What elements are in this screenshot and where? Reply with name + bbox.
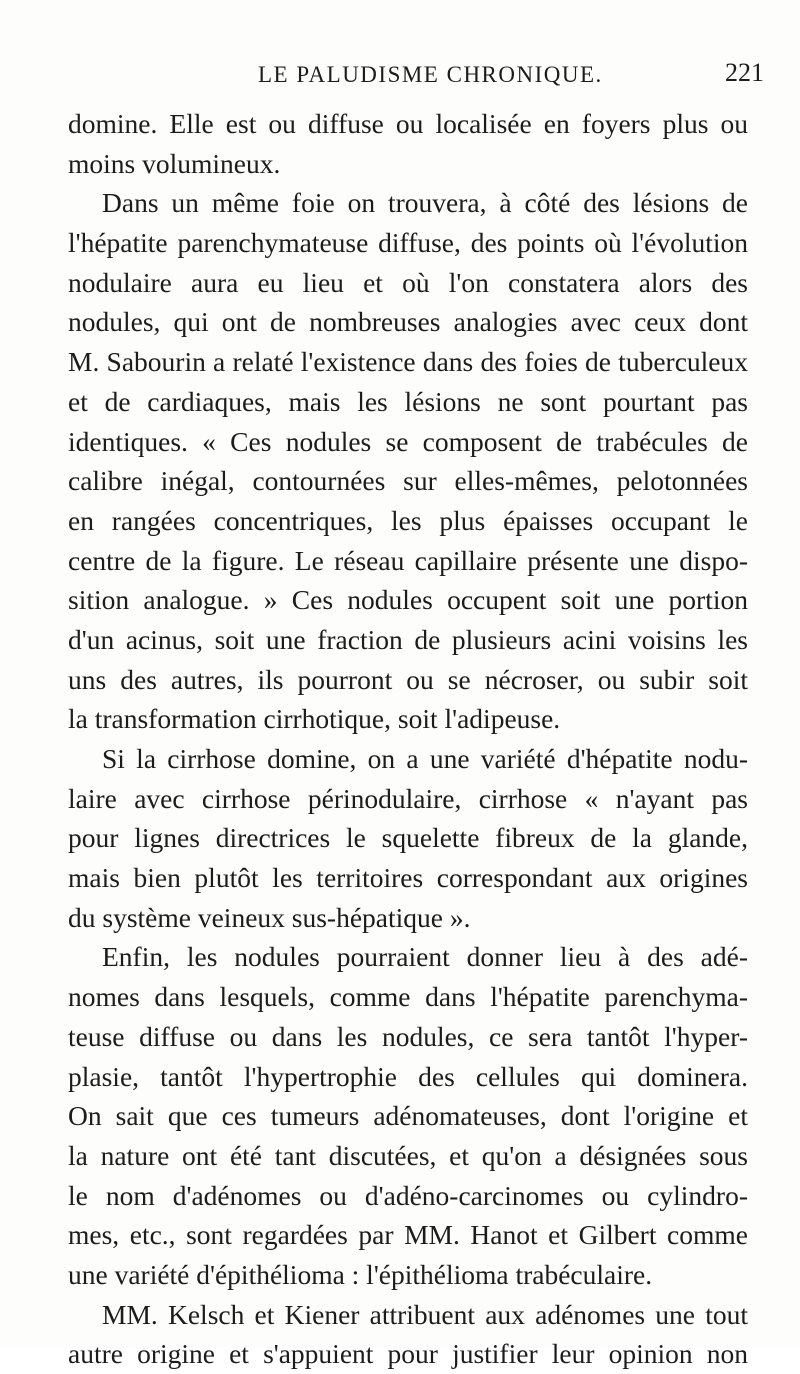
paragraph	[68, 1295, 748, 1374]
text-line: Enfin, les nodules pourraient donner lieu à des adé-	[102, 941, 748, 973]
text-line: plasie, tantôt l'hypertrophie des cellules qui dominera.	[68, 1060, 748, 1092]
text-line: Dans un même foie on trouvera, à côté des lésions de	[102, 187, 748, 219]
text-line: l'hépatite parenchymateuse diffuse, des points où l'évolution	[68, 227, 748, 259]
page-number: 221	[725, 58, 764, 87]
text-line: nodules, qui ont de nombreuses analogies avec ceux dont	[68, 306, 748, 338]
text-line: en rangées concentriques, les plus épaisses occupant le	[68, 504, 748, 536]
text-line: uns des autres, ils pourront ou se nécroser, ou subir soit	[68, 663, 748, 695]
running-head: LE PALUDISME CHRONIQUE.	[258, 62, 603, 87]
paragraph	[68, 183, 748, 739]
text-line: le nom d'adénomes ou d'adéno-carcinomes ou cylindro-	[68, 1179, 748, 1211]
paragraph	[68, 104, 748, 183]
text-line: autre origine et s'appuient pour justifier leur opinion non	[68, 1338, 748, 1370]
text-line: On sait que ces tumeurs adénomateuses, dont l'origine et	[68, 1100, 748, 1132]
page-body	[68, 104, 748, 1374]
text-line: M. Sabourin a relaté l'existence dans des foies de tuberculeux	[68, 346, 748, 378]
page-header	[140, 58, 764, 92]
text-line: pour lignes directrices le squelette fibreux de la glande,	[68, 822, 748, 854]
text-line: mais bien plutôt les territoires correspondant aux origines	[68, 862, 748, 894]
paragraph	[68, 937, 748, 1294]
text-line: mes, etc., sont regardées par MM. Hanot et Gilbert comme	[68, 1219, 748, 1251]
text-line: moins volumineux.	[68, 147, 281, 179]
text-line: du système veineux sus-hépatique ».	[68, 901, 471, 933]
text-line: MM. Kelsch et Kiener attribuent aux adénomes une tout	[102, 1298, 748, 1330]
text-line: d'un acinus, soit une fraction de plusieurs acini voisins les	[68, 623, 748, 655]
text-line: domine. Elle est ou diffuse ou localisée en foyers plus ou	[68, 108, 748, 139]
text-line: nomes dans lesquels, comme dans l'hépatite parenchyma-	[68, 981, 748, 1013]
text-line: nodulaire aura eu lieu et où l'on constatera alors des	[68, 266, 748, 298]
text-line: la transformation cirrhotique, soit l'adipeuse.	[68, 703, 561, 735]
text-line: la nature ont été tant discutées, et qu'on a désignées sous	[68, 1139, 748, 1171]
text-line: teuse diffuse ou dans les nodules, ce sera tantôt l'hyper-	[68, 1020, 748, 1052]
text-line: identiques. « Ces nodules se composent de trabécules de	[68, 425, 748, 457]
text-line: une variété d'épithélioma : l'épithélioma trabéculaire.	[68, 1258, 653, 1290]
text-line: calibre inégal, contournées sur elles-mêmes, pelotonnées	[68, 465, 748, 497]
paragraph	[68, 739, 748, 937]
text-line: et de cardiaques, mais les lésions ne sont pourtant pas	[68, 385, 748, 417]
text-line: Si la cirrhose domine, on a une variété d'hépatite nodu-	[102, 743, 748, 774]
text-line: laire avec cirrhose périnodulaire, cirrhose « n'ayant pas	[68, 782, 748, 814]
text-line: sition analogue. » Ces nodules occupent soit une portion	[68, 584, 748, 616]
text-line: centre de la figure. Le réseau capillaire présente une dispo-	[68, 544, 748, 576]
